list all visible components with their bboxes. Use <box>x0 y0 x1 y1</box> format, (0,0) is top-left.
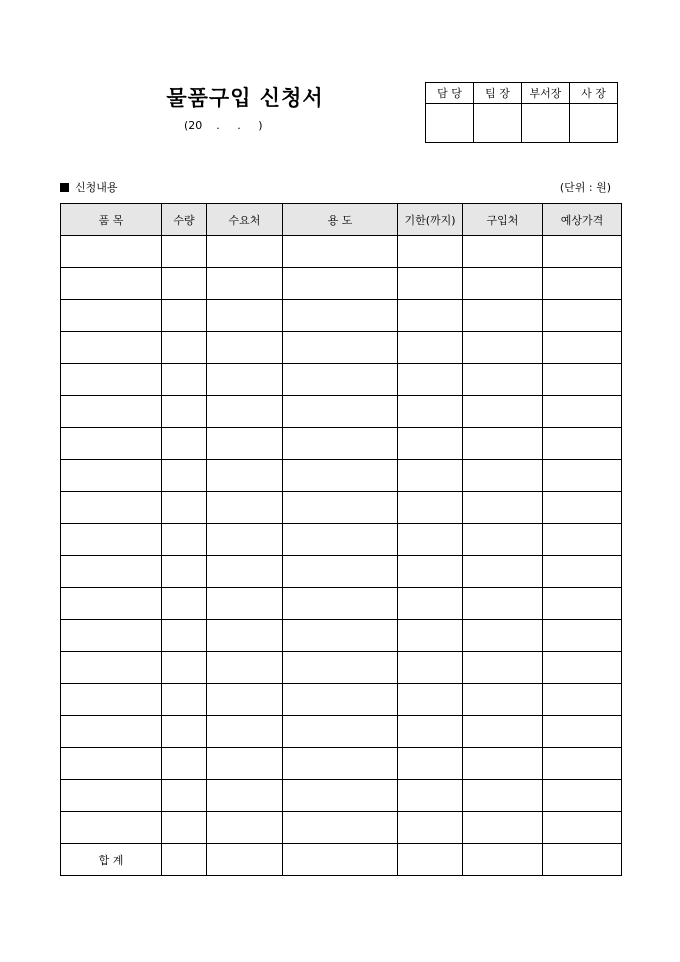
table-cell[interactable] <box>61 236 162 268</box>
table-cell[interactable] <box>543 588 622 620</box>
table-cell[interactable] <box>61 492 162 524</box>
table-row <box>61 716 622 748</box>
table-cell[interactable] <box>162 524 207 556</box>
table-cell[interactable] <box>398 524 463 556</box>
table-header-row <box>61 204 622 236</box>
table-cell[interactable] <box>61 332 162 364</box>
table-cell[interactable] <box>463 460 543 492</box>
table-row <box>61 428 622 460</box>
table-cell[interactable] <box>398 268 463 300</box>
table-cell[interactable] <box>283 332 398 364</box>
table-cell[interactable] <box>543 428 622 460</box>
table-cell[interactable] <box>61 620 162 652</box>
table-cell[interactable] <box>207 332 283 364</box>
table-cell[interactable] <box>398 684 463 716</box>
approval-sign-staff[interactable] <box>426 104 474 143</box>
table-row <box>61 492 622 524</box>
table-cell[interactable] <box>543 460 622 492</box>
approval-header-team-leader: 팀 장 <box>474 83 522 104</box>
table-cell[interactable] <box>162 364 207 396</box>
table-cell[interactable] <box>543 396 622 428</box>
table-cell[interactable] <box>162 332 207 364</box>
table-cell[interactable] <box>283 780 398 812</box>
table-cell[interactable] <box>463 236 543 268</box>
table-row <box>61 460 622 492</box>
table-cell[interactable] <box>283 556 398 588</box>
table-cell[interactable] <box>463 748 543 780</box>
table-cell[interactable] <box>398 332 463 364</box>
table-cell[interactable] <box>162 812 207 844</box>
table-cell[interactable] <box>61 748 162 780</box>
table-cell[interactable] <box>283 460 398 492</box>
table-cell[interactable] <box>162 652 207 684</box>
table-cell[interactable] <box>463 652 543 684</box>
table-cell[interactable] <box>463 684 543 716</box>
header-purpose: 용 도 <box>283 204 398 236</box>
table-cell[interactable] <box>543 652 622 684</box>
table-cell[interactable] <box>543 844 622 876</box>
table-cell[interactable] <box>543 556 622 588</box>
table-cell[interactable] <box>207 748 283 780</box>
table-cell[interactable] <box>463 556 543 588</box>
table-cell[interactable] <box>398 556 463 588</box>
table-cell[interactable] <box>207 844 283 876</box>
table-cell[interactable] <box>207 428 283 460</box>
table-cell[interactable] <box>162 684 207 716</box>
table-cell[interactable] <box>463 524 543 556</box>
table-cell[interactable] <box>463 588 543 620</box>
table-cell[interactable] <box>283 364 398 396</box>
table-cell[interactable] <box>207 300 283 332</box>
table-cell[interactable] <box>207 684 283 716</box>
table-cell[interactable] <box>463 844 543 876</box>
table-cell[interactable] <box>162 428 207 460</box>
table-cell[interactable] <box>61 652 162 684</box>
table-cell[interactable] <box>162 716 207 748</box>
table-cell[interactable] <box>207 460 283 492</box>
table-cell[interactable] <box>398 364 463 396</box>
table-cell[interactable] <box>283 268 398 300</box>
total-label: 합 계 <box>61 844 162 876</box>
table-cell[interactable] <box>398 652 463 684</box>
table-cell[interactable] <box>61 428 162 460</box>
header-deadline: 기한(까지) <box>398 204 463 236</box>
table-cell[interactable] <box>207 268 283 300</box>
table-cell[interactable] <box>543 236 622 268</box>
table-cell[interactable] <box>463 780 543 812</box>
table-cell[interactable] <box>162 844 207 876</box>
table-row <box>61 364 622 396</box>
table-cell[interactable] <box>398 812 463 844</box>
table-cell[interactable] <box>543 332 622 364</box>
table-cell[interactable] <box>283 492 398 524</box>
table-cell[interactable] <box>162 748 207 780</box>
approval-sign-team-leader[interactable] <box>474 104 522 143</box>
table-cell[interactable] <box>283 236 398 268</box>
table-cell[interactable] <box>207 588 283 620</box>
header-vendor: 구입처 <box>463 204 543 236</box>
table-cell[interactable] <box>398 396 463 428</box>
date-line: (20 . . ) <box>184 119 263 132</box>
section-label <box>60 179 118 195</box>
square-bullet-icon <box>60 183 69 192</box>
table-row <box>61 524 622 556</box>
table-cell[interactable] <box>283 620 398 652</box>
table-cell[interactable] <box>61 364 162 396</box>
header-requester: 수요처 <box>207 204 283 236</box>
document-title: 물품구입 신청서 <box>166 85 324 110</box>
header-estimated-price: 예상가격 <box>543 204 622 236</box>
table-cell[interactable] <box>398 780 463 812</box>
table-cell[interactable] <box>283 396 398 428</box>
table-cell[interactable] <box>543 684 622 716</box>
table-cell[interactable] <box>543 268 622 300</box>
table-cell[interactable] <box>207 364 283 396</box>
table-cell[interactable] <box>283 588 398 620</box>
table-cell[interactable] <box>162 268 207 300</box>
table-cell[interactable] <box>283 812 398 844</box>
table-cell[interactable] <box>463 716 543 748</box>
table-cell[interactable] <box>463 428 543 460</box>
table-cell[interactable] <box>543 364 622 396</box>
table-cell[interactable] <box>543 300 622 332</box>
table-cell[interactable] <box>162 588 207 620</box>
table-cell[interactable] <box>543 716 622 748</box>
approval-header-president: 사 장 <box>570 83 618 104</box>
table-row <box>61 268 622 300</box>
table-cell[interactable] <box>398 236 463 268</box>
table-cell[interactable] <box>162 236 207 268</box>
table-cell[interactable] <box>543 812 622 844</box>
table-cell[interactable] <box>207 620 283 652</box>
table-cell[interactable] <box>543 492 622 524</box>
approval-header-dept-head: 부서장 <box>522 83 570 104</box>
table-cell[interactable] <box>61 716 162 748</box>
table-row <box>61 396 622 428</box>
table-cell[interactable] <box>398 300 463 332</box>
table-row <box>61 780 622 812</box>
table-cell[interactable] <box>207 236 283 268</box>
unit-note: (단위 : 원) <box>559 181 611 194</box>
table-cell[interactable] <box>398 492 463 524</box>
table-cell[interactable] <box>207 652 283 684</box>
table-row <box>61 300 622 332</box>
table-cell[interactable] <box>162 556 207 588</box>
table-cell[interactable] <box>463 268 543 300</box>
table-cell[interactable] <box>283 748 398 780</box>
table-row <box>61 812 622 844</box>
table-row <box>61 748 622 780</box>
table-cell[interactable] <box>543 620 622 652</box>
table-cell[interactable] <box>398 716 463 748</box>
table-cell[interactable] <box>283 684 398 716</box>
header-item: 품 목 <box>61 204 162 236</box>
table-row <box>61 588 622 620</box>
table-cell[interactable] <box>207 492 283 524</box>
table-cell[interactable] <box>463 492 543 524</box>
table-cell[interactable] <box>61 812 162 844</box>
table-cell[interactable] <box>463 332 543 364</box>
table-cell[interactable] <box>162 780 207 812</box>
total-row <box>61 844 622 876</box>
table-cell[interactable] <box>61 524 162 556</box>
table-cell[interactable] <box>543 780 622 812</box>
table-cell[interactable] <box>207 812 283 844</box>
table-cell[interactable] <box>463 396 543 428</box>
table-cell[interactable] <box>61 780 162 812</box>
header-quantity: 수량 <box>162 204 207 236</box>
table-cell[interactable] <box>398 748 463 780</box>
table-cell[interactable] <box>162 620 207 652</box>
table-cell[interactable] <box>162 396 207 428</box>
approval-header-staff: 담 당 <box>426 83 474 104</box>
table-row <box>61 684 622 716</box>
table-cell[interactable] <box>61 588 162 620</box>
table-cell[interactable] <box>61 556 162 588</box>
table-cell[interactable] <box>398 428 463 460</box>
table-cell[interactable] <box>283 524 398 556</box>
table-row <box>61 556 622 588</box>
table-cell[interactable] <box>283 844 398 876</box>
table-cell[interactable] <box>61 300 162 332</box>
table-cell[interactable] <box>463 620 543 652</box>
table-row <box>61 620 622 652</box>
table-cell[interactable] <box>162 492 207 524</box>
table-cell[interactable] <box>207 556 283 588</box>
table-cell[interactable] <box>162 300 207 332</box>
table-cell[interactable] <box>283 428 398 460</box>
approval-box <box>425 82 618 143</box>
table-cell[interactable] <box>398 620 463 652</box>
table-cell[interactable] <box>463 364 543 396</box>
table-cell[interactable] <box>398 588 463 620</box>
request-table <box>60 203 622 876</box>
table-cell[interactable] <box>207 780 283 812</box>
table-cell[interactable] <box>61 268 162 300</box>
table-cell[interactable] <box>283 716 398 748</box>
approval-sign-president[interactable] <box>570 104 618 143</box>
section-label-text: 신청내용 <box>75 181 118 194</box>
approval-sign-dept-head[interactable] <box>522 104 570 143</box>
table-cell[interactable] <box>398 844 463 876</box>
table-cell[interactable] <box>61 396 162 428</box>
table-row <box>61 332 622 364</box>
table-cell[interactable] <box>283 652 398 684</box>
table-cell[interactable] <box>207 524 283 556</box>
table-cell[interactable] <box>543 748 622 780</box>
table-cell[interactable] <box>398 460 463 492</box>
table-cell[interactable] <box>61 460 162 492</box>
table-cell[interactable] <box>543 524 622 556</box>
table-cell[interactable] <box>463 300 543 332</box>
table-row <box>61 652 622 684</box>
table-cell[interactable] <box>463 812 543 844</box>
table-row <box>61 236 622 268</box>
table-cell[interactable] <box>162 460 207 492</box>
table-cell[interactable] <box>207 716 283 748</box>
table-cell[interactable] <box>283 300 398 332</box>
table-cell[interactable] <box>207 396 283 428</box>
table-cell[interactable] <box>61 684 162 716</box>
